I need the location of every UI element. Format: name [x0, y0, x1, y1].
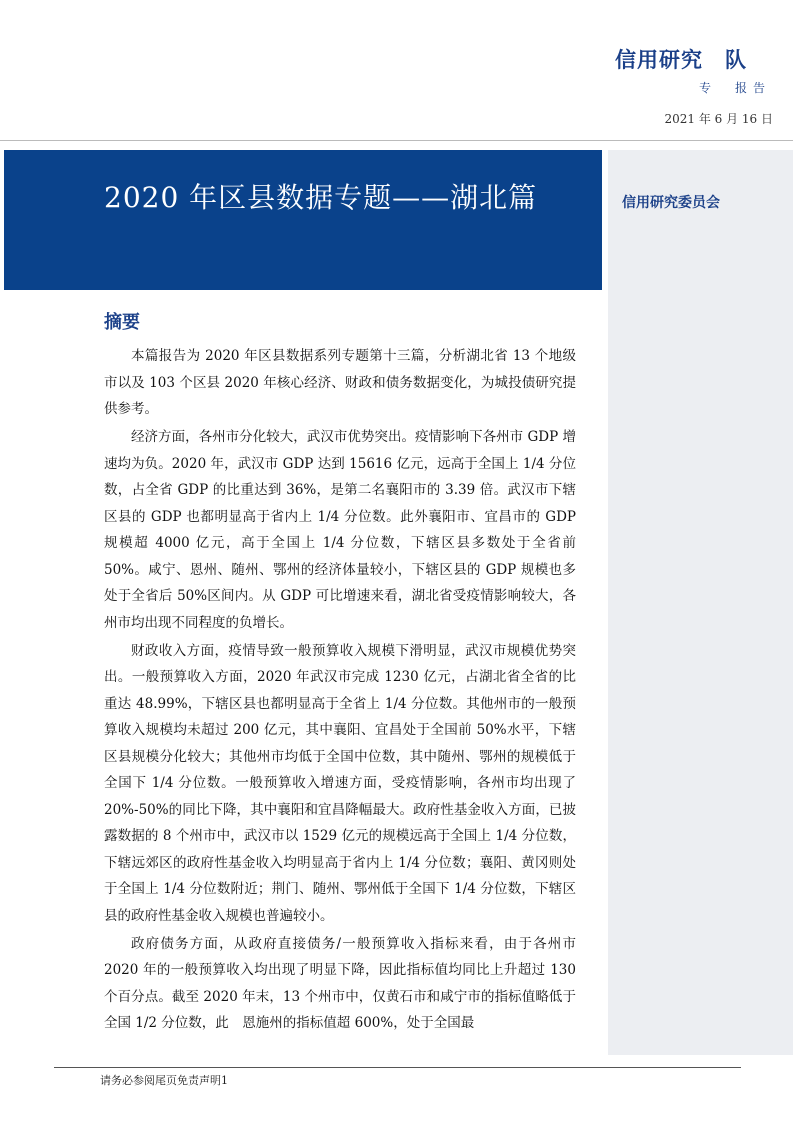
- footer-disclaimer: 请务必参阅尾页免责声明1: [100, 1074, 228, 1087]
- header-divider: [0, 140, 793, 141]
- abstract-paragraph: 政府债务方面，从政府直接债务/一般预算收入指标来看，由于各州市 2020 年的一般预算收入均出现了明显下降，因此指标值均同比上升超过 130 个百分点。截至 2020 年末，13 个州市中，仅黄石市和咸宁市的指标值略低于全国 1/2 分位数，此 恩施州的指标值超 600%，处于全国最: [104, 935, 576, 1031]
- title-banner: [4, 150, 602, 290]
- footer-divider: [54, 1067, 741, 1068]
- abstract-paragraph: 本篇报告为 2020 年区县数据系列专题第十三篇，分析湖北省 13 个地级市以及 103 个区县 2020 年核心经济、财政和债务数据变化，为城投债研究提供参考。: [104, 348, 576, 417]
- org-title: 信用研究 队: [615, 47, 747, 72]
- abstract-heading: 摘要: [104, 312, 140, 333]
- report-title: 2020 年区县数据专题——湖北篇: [104, 181, 538, 214]
- sidebar-label: 信用研究委员会: [622, 195, 720, 211]
- report-type: 专 报告: [698, 81, 771, 95]
- sidebar: [608, 150, 793, 1055]
- abstract-paragraph: 经济方面，各州市分化较大，武汉市优势突出。疫情影响下各州市 GDP 增速均为负。2020 年，武汉市 GDP 达到 15616 亿元，远高于全国上 1/4 分位数，占全省 GDP 的比重达到 36%，是第二名襄阳市的 3.39 倍。武汉市下辖区县的 GDP 也都明显高于省内上 1/4 分位数。此外襄阳市、宜昌市的 GDP 规模超 4000 亿元，高于全国上 1/4 分位数，下辖区县多数处于全省前 50%。咸宁、恩州、随州、鄂州的经济体量较小，下辖区县的 GDP 规模也多处于全省后 50%区间内。从 GDP 可比增速来看，湖北省受疫情影响较大，各州市均出现不同程度的负增长。: [104, 429, 576, 631]
- report-date: 2021 年 6 月 16 日: [664, 112, 773, 126]
- abstract-body: [104, 343, 576, 1038]
- abstract-paragraph: 财政收入方面，疫情导致一般预算收入规模下滑明显，武汉市规模优势突出。一般预算收入方面，2020 年武汉市完成 1230 亿元，占湖北省全省的比重达 48.99%，下辖区县也都明显高于全省上 1/4 分位数。其他州市的一般预算收入规模均未超过 200 亿元，其中襄阳、宜昌处于全国前 50%水平，下辖区县规模分化较大；其他州市均低于全国中位数，其中随州、鄂州的规模低于全国下 1/4 分位数。一般预算收入增速方面，受疫情影响，各州市均出现了 20%-50%的同比下降，其中襄阳和宜昌降幅最大。政府性基金收入方面，已披露数据的 8 个州市中，武汉市以 1529 亿元的规模远高于全国上 1/4 分位数，下辖远郊区的政府性基金收入均明显高于省内上 1/4 分位数；襄阳、黄冈则处于全国上 1/4 分位数附近；荆门、随州、鄂州低于全国下 1/4 分位数，下辖区县的政府性基金收入规模也普遍较小。: [104, 642, 576, 924]
